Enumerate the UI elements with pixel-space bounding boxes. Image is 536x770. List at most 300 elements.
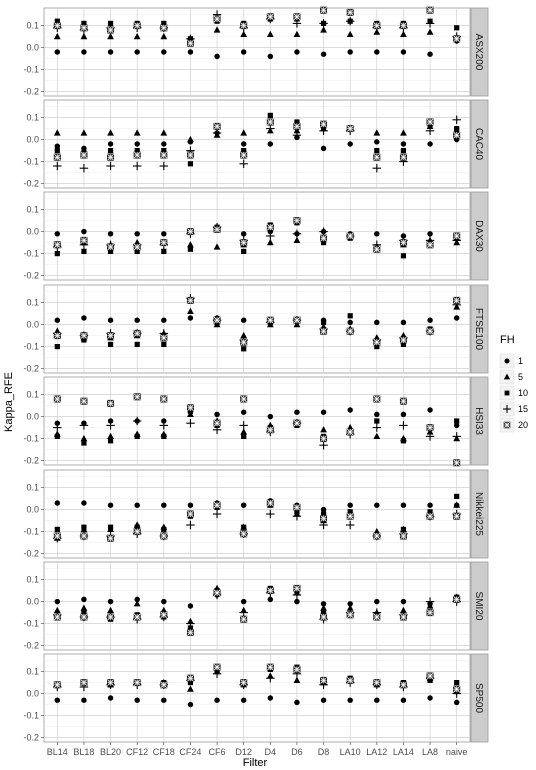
data-point-fh1: [161, 141, 166, 146]
data-point-fh1: [401, 412, 406, 417]
data-point-fh1: [454, 700, 459, 705]
data-point-fh1: [374, 502, 379, 507]
data-point-fh20: [320, 515, 326, 521]
panel-cac40: [23, 100, 488, 189]
data-point-fh1: [161, 697, 166, 702]
data-point-fh1: [374, 599, 379, 604]
data-point-fh20: [81, 533, 87, 539]
data-point-fh10: [374, 418, 379, 423]
data-point-fh10: [401, 253, 406, 258]
y-tick-label: -0.2: [23, 455, 39, 466]
data-point-fh20: [107, 244, 113, 250]
data-point-fh20: [107, 27, 113, 33]
data-point-fh20: [214, 664, 220, 670]
data-point-fh20: [374, 396, 380, 402]
data-point-fh20: [320, 436, 326, 442]
data-point-fh1: [268, 141, 273, 146]
data-point-fh1: [161, 317, 166, 322]
data-point-fh10: [454, 680, 459, 685]
data-point-fh1: [427, 317, 432, 322]
data-point-fh1: [321, 51, 326, 56]
x-tick-label: CF24: [179, 747, 202, 757]
data-point-fh20: [374, 339, 380, 345]
data-point-fh20: [320, 121, 326, 127]
data-point-fh20: [187, 405, 193, 411]
data-point-fh10: [108, 525, 113, 530]
legend-label: 10: [518, 388, 529, 398]
data-point-fh1: [214, 412, 219, 417]
data-point-fh20: [241, 152, 247, 158]
data-point-fh1: [188, 502, 193, 507]
data-point-fh10: [81, 249, 86, 254]
y-tick-label: -0.1: [23, 710, 39, 721]
data-point-fh20: [374, 680, 380, 686]
data-point-fh1: [55, 231, 60, 236]
data-point-fh10: [81, 525, 86, 530]
data-point-fh20: [267, 119, 273, 125]
data-point-fh20: [134, 680, 140, 686]
legend-marker-1: [504, 358, 509, 363]
facet-strip-label: CAC40: [473, 127, 484, 161]
data-point-fh10: [401, 438, 406, 443]
panel-sp500: [23, 654, 488, 743]
data-point-fh1: [108, 695, 113, 700]
data-point-fh20: [187, 40, 193, 46]
panels: [23, 7, 488, 742]
x-tick-label: D6: [291, 747, 303, 757]
data-point-fh20: [214, 123, 220, 129]
data-point-fh1: [268, 597, 273, 602]
data-point-fh1: [401, 141, 406, 146]
data-point-fh20: [81, 614, 87, 620]
data-point-fh20: [187, 229, 193, 235]
x-tick-label: BL20: [100, 747, 122, 757]
data-point-fh10: [81, 440, 86, 445]
data-point-fh20: [161, 612, 167, 618]
facet-strip-label: ASX200: [473, 33, 484, 71]
y-tick-label: 0.1: [26, 482, 39, 493]
data-point-fh1: [374, 320, 379, 325]
data-point-fh10: [161, 342, 166, 347]
data-point-fh1: [401, 599, 406, 604]
data-point-fh1: [294, 49, 299, 54]
data-point-fh20: [81, 25, 87, 31]
x-tick-label: BL18: [73, 747, 95, 757]
data-point-fh1: [268, 695, 273, 700]
data-point-fh20: [374, 614, 380, 620]
data-point-fh20: [347, 126, 353, 132]
data-point-fh1: [241, 231, 246, 236]
data-point-fh20: [320, 235, 326, 241]
x-tick-label: LA10: [339, 747, 361, 757]
data-point-fh1: [401, 697, 406, 702]
data-point-fh1: [214, 697, 219, 702]
y-tick-label: -0.2: [23, 548, 39, 559]
data-point-fh1: [347, 141, 352, 146]
data-point-fh10: [161, 527, 166, 532]
data-point-fh20: [161, 533, 167, 539]
data-point-fh20: [454, 596, 460, 602]
data-point-fh1: [294, 700, 299, 705]
data-point-fh20: [267, 317, 273, 323]
y-tick-label: -0.1: [23, 433, 39, 444]
y-tick-label: -0.1: [23, 156, 39, 167]
data-point-fh20: [400, 533, 406, 539]
data-point-fh20: [161, 240, 167, 246]
data-point-fh10: [135, 342, 140, 347]
data-point-fh1: [134, 231, 139, 236]
data-point-fh20: [134, 244, 140, 250]
x-tick-label: D12: [235, 747, 252, 757]
data-point-fh20: [400, 614, 406, 620]
data-point-fh20: [54, 333, 60, 339]
data-point-fh1: [347, 49, 352, 54]
legend-label: 15: [518, 404, 529, 414]
data-point-fh1: [401, 49, 406, 54]
data-point-fh1: [108, 49, 113, 54]
legend-label: 20: [518, 420, 529, 430]
data-point-fh1: [55, 599, 60, 604]
data-point-fh1: [294, 409, 299, 414]
data-point-fh20: [81, 333, 87, 339]
data-point-fh1: [241, 141, 246, 146]
data-point-fh1: [374, 139, 379, 144]
data-point-fh20: [214, 16, 220, 22]
x-tick-label: D4: [264, 747, 277, 757]
data-point-fh20: [107, 680, 113, 686]
data-point-fh1: [454, 315, 459, 320]
x-tick-label: CF12: [126, 747, 149, 757]
data-point-fh1: [134, 502, 139, 507]
data-point-fh20: [294, 585, 300, 591]
data-point-fh20: [347, 429, 353, 435]
data-point-fh1: [108, 502, 113, 507]
facet-strip-label: SMI20: [473, 591, 484, 621]
data-point-fh20: [427, 328, 433, 334]
data-point-fh10: [135, 434, 140, 439]
data-point-fh20: [187, 152, 193, 158]
y-tick-label: 0.0: [26, 42, 39, 53]
data-point-fh20: [320, 614, 326, 620]
data-point-fh1: [241, 502, 246, 507]
data-point-fh1: [427, 695, 432, 700]
data-point-fh20: [427, 7, 433, 13]
data-point-fh20: [374, 154, 380, 160]
legend-title: FH: [500, 334, 515, 346]
data-point-fh20: [454, 460, 460, 466]
data-point-fh1: [108, 317, 113, 322]
legend-label: 5: [518, 372, 524, 382]
data-point-fh1: [55, 500, 60, 505]
legend: [500, 334, 528, 432]
data-point-fh1: [161, 49, 166, 54]
data-point-fh20: [400, 240, 406, 246]
data-point-fh20: [294, 420, 300, 426]
data-point-fh20: [241, 23, 247, 29]
data-point-fh20: [54, 23, 60, 29]
x-tick-label: LA8: [422, 747, 439, 757]
data-point-fh1: [134, 49, 139, 54]
data-point-fh10: [108, 342, 113, 347]
x-tick-label: BL14: [46, 747, 68, 757]
y-tick-label: 0.0: [26, 596, 39, 607]
data-point-fh20: [427, 119, 433, 125]
data-point-fh20: [347, 9, 353, 15]
data-point-fh1: [241, 697, 246, 702]
data-point-fh20: [267, 14, 273, 20]
data-point-fh20: [320, 677, 326, 683]
data-point-fh20: [454, 233, 460, 239]
data-point-fh20: [267, 664, 273, 670]
data-point-fh1: [374, 412, 379, 417]
data-point-fh20: [454, 297, 460, 303]
panel-nikkei225: [23, 470, 488, 559]
data-point-fh10: [321, 320, 326, 325]
y-tick-label: 0.1: [26, 204, 39, 215]
data-point-fh1: [401, 502, 406, 507]
data-point-fh20: [134, 330, 140, 336]
y-tick-label: 0.1: [26, 666, 39, 677]
data-point-fh20: [54, 533, 60, 539]
data-point-fh20: [454, 686, 460, 692]
data-point-fh1: [134, 697, 139, 702]
x-tick-label: D8: [317, 747, 330, 757]
data-point-fh1: [81, 697, 86, 702]
data-point-fh20: [347, 612, 353, 618]
data-point-fh20: [107, 400, 113, 406]
data-point-fh20: [161, 396, 167, 402]
data-point-fh20: [241, 339, 247, 345]
data-point-fh10: [401, 148, 406, 153]
data-point-fh20: [320, 328, 326, 334]
data-point-fh1: [81, 500, 86, 505]
data-point-fh10: [161, 434, 166, 439]
data-point-fh1: [347, 697, 352, 702]
legend-marker-20: [504, 422, 510, 428]
data-point-fh10: [55, 148, 60, 153]
data-point-fh20: [454, 132, 460, 138]
data-point-fh1: [161, 599, 166, 604]
data-point-fh20: [81, 152, 87, 158]
y-tick-label: -0.1: [23, 64, 39, 75]
data-point-fh1: [81, 597, 86, 602]
data-point-fh20: [81, 237, 87, 243]
data-point-fh1: [401, 320, 406, 325]
panel-ftse100: [23, 285, 488, 374]
data-point-fh20: [294, 218, 300, 224]
y-tick-label: -0.1: [23, 248, 39, 259]
data-point-fh20: [187, 629, 193, 635]
data-point-fh1: [108, 599, 113, 604]
data-point-fh1: [427, 502, 432, 507]
data-point-fh1: [374, 697, 379, 702]
data-point-fh20: [374, 246, 380, 252]
data-point-fh1: [427, 407, 432, 412]
data-point-fh1: [347, 407, 352, 412]
x-tick-label: CF6: [208, 747, 226, 757]
data-point-fh10: [161, 249, 166, 254]
y-tick-label: 0.0: [26, 319, 39, 330]
data-point-fh10: [241, 525, 246, 530]
data-point-fh20: [161, 152, 167, 158]
data-point-fh20: [347, 513, 353, 519]
data-point-fh10: [374, 148, 379, 153]
data-point-fh20: [54, 396, 60, 402]
legend-marker-10: [505, 391, 510, 396]
data-point-fh20: [454, 36, 460, 42]
data-point-fh1: [268, 414, 273, 419]
data-point-fh20: [427, 610, 433, 616]
data-point-fh10: [108, 148, 113, 153]
data-point-fh20: [54, 154, 60, 160]
y-tick-label: -0.2: [23, 178, 39, 189]
data-point-fh10: [188, 247, 193, 252]
data-point-fh20: [214, 502, 220, 508]
data-point-fh1: [427, 141, 432, 146]
data-point-fh20: [134, 152, 140, 158]
y-tick-label: 0.0: [26, 504, 39, 515]
data-point-fh20: [374, 533, 380, 539]
data-point-fh20: [214, 420, 220, 426]
data-point-fh20: [427, 513, 433, 519]
data-point-fh20: [241, 396, 247, 402]
facet-strip-label: HSI33: [473, 407, 484, 435]
facet-strip-label: DAX30: [473, 220, 484, 252]
y-tick-label: -0.2: [23, 732, 39, 743]
data-point-fh20: [267, 588, 273, 594]
x-tick-label: CF18: [152, 747, 175, 757]
data-point-fh20: [374, 23, 380, 29]
data-point-fh1: [81, 229, 86, 234]
data-point-fh10: [348, 313, 353, 318]
data-point-fh1: [321, 146, 326, 151]
data-point-fh1: [188, 603, 193, 608]
data-point-fh20: [320, 7, 326, 13]
y-tick-label: -0.1: [23, 526, 39, 537]
data-point-fh1: [321, 697, 326, 702]
data-point-fh1: [374, 49, 379, 54]
data-point-fh20: [134, 529, 140, 535]
data-point-fh20: [347, 233, 353, 239]
data-point-fh20: [241, 680, 247, 686]
data-point-fh1: [161, 231, 166, 236]
y-tick-label: -0.2: [23, 86, 39, 97]
data-point-fh20: [161, 682, 167, 688]
data-point-fh20: [161, 25, 167, 31]
y-tick-label: -0.2: [23, 640, 39, 651]
data-point-fh10: [454, 25, 459, 30]
y-tick-label: 0.1: [26, 112, 39, 123]
data-point-fh20: [347, 328, 353, 334]
data-point-fh10: [55, 527, 60, 532]
data-point-fh20: [107, 154, 113, 160]
data-point-fh1: [427, 231, 432, 236]
data-point-fh1: [214, 54, 219, 59]
y-tick-label: 0.1: [26, 389, 39, 400]
data-point-fh20: [134, 23, 140, 29]
data-point-fh20: [54, 614, 60, 620]
data-point-fh10: [241, 434, 246, 439]
data-point-fh20: [294, 123, 300, 129]
data-point-fh10: [241, 346, 246, 351]
data-point-fh20: [107, 333, 113, 339]
data-point-fh20: [294, 666, 300, 672]
panel-background: [44, 562, 470, 650]
data-point-fh1: [427, 51, 432, 56]
x-tick-label: LA14: [392, 747, 414, 757]
y-tick-label: 0.0: [26, 688, 39, 699]
data-point-fh20: [241, 531, 247, 537]
data-point-fh1: [134, 141, 139, 146]
data-point-fh20: [187, 511, 193, 517]
facet-strip-label: SP500: [473, 682, 484, 714]
data-point-fh10: [454, 126, 459, 131]
y-tick-label: 0.1: [26, 20, 39, 31]
data-point-fh20: [107, 535, 113, 541]
x-tick-label: naive: [445, 747, 468, 757]
panel-asx200: [23, 7, 488, 96]
data-point-fh1: [321, 409, 326, 414]
data-point-fh20: [107, 614, 113, 620]
data-point-fh10: [188, 161, 193, 166]
data-point-fh1: [161, 502, 166, 507]
facet-strip-label: Nikkei225: [473, 492, 484, 536]
data-point-fh20: [54, 682, 60, 688]
data-point-fh10: [241, 249, 246, 254]
data-point-fh20: [187, 297, 193, 303]
y-tick-label: 0.0: [26, 411, 39, 422]
data-point-fh20: [427, 242, 433, 248]
data-point-fh1: [241, 49, 246, 54]
data-point-fh20: [427, 673, 433, 679]
data-point-fh1: [374, 231, 379, 236]
y-tick-label: 0.0: [26, 134, 39, 145]
data-point-fh20: [400, 337, 406, 343]
data-point-fh20: [81, 680, 87, 686]
data-point-fh20: [267, 500, 273, 506]
x-axis-title: Filter: [242, 757, 268, 769]
data-point-fh1: [55, 317, 60, 322]
data-point-fh20: [294, 317, 300, 323]
data-point-fh1: [241, 409, 246, 414]
data-point-fh1: [134, 317, 139, 322]
data-point-fh20: [214, 590, 220, 596]
data-point-fh10: [268, 113, 273, 118]
data-point-fh20: [134, 394, 140, 400]
y-axis-title: Kappa_RFE: [3, 372, 15, 432]
data-point-fh1: [188, 315, 193, 320]
data-point-fh20: [214, 226, 220, 232]
data-point-fh20: [400, 23, 406, 29]
data-point-fh20: [400, 682, 406, 688]
data-point-fh10: [108, 438, 113, 443]
panel-smi20: [23, 562, 488, 651]
data-point-fh20: [241, 616, 247, 622]
y-tick-label: -0.1: [23, 341, 39, 352]
data-point-fh1: [55, 49, 60, 54]
legend-label: 1: [518, 356, 524, 366]
data-point-fh20: [241, 240, 247, 246]
data-point-fh1: [241, 599, 246, 604]
panel-dax30: [23, 192, 488, 281]
data-point-fh20: [81, 398, 87, 404]
y-tick-label: 0.1: [26, 574, 39, 585]
y-tick-label: 0.0: [26, 226, 39, 237]
data-point-fh1: [294, 599, 299, 604]
y-tick-label: -0.2: [23, 363, 39, 374]
y-tick-label: -0.2: [23, 270, 39, 281]
panel-background: [44, 285, 470, 373]
